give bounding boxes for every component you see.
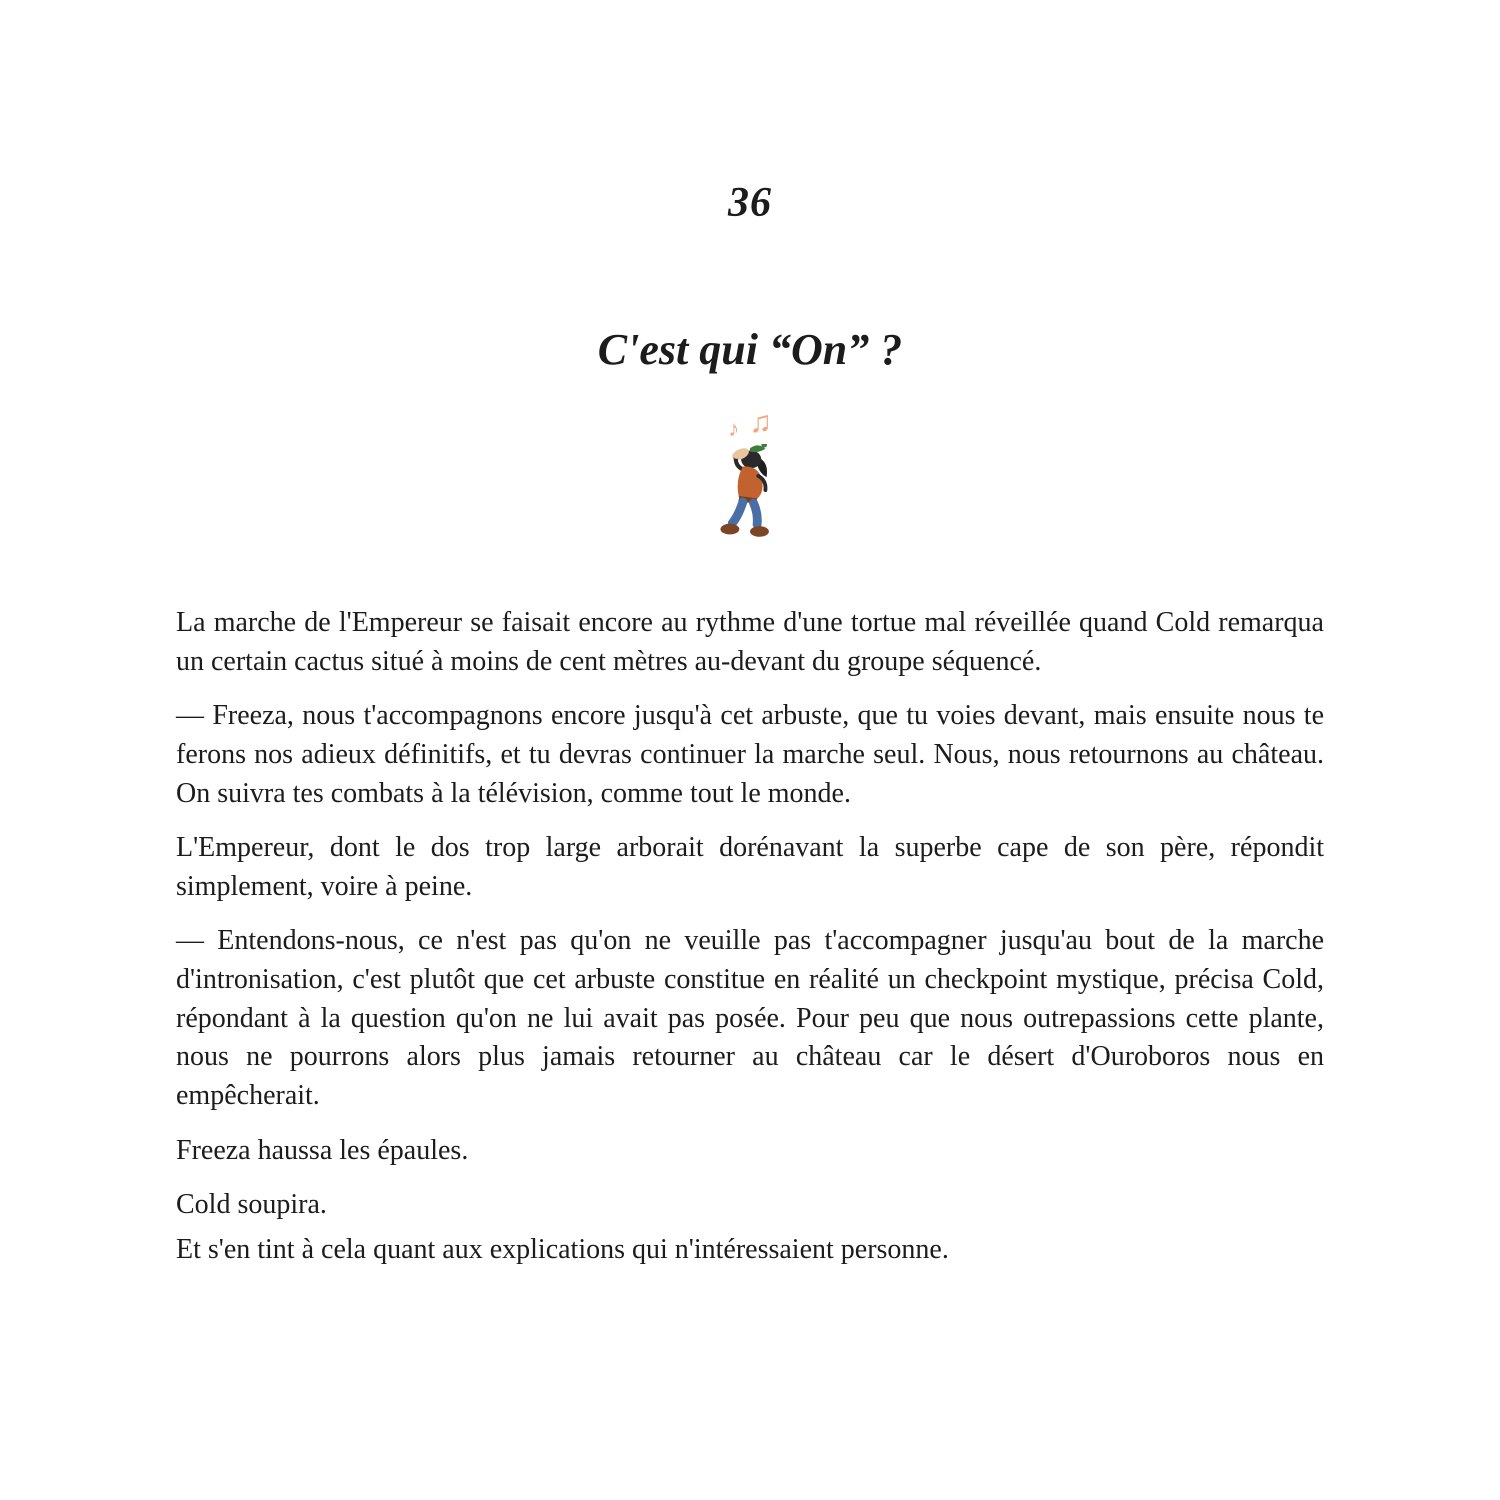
paragraph: Cold soupira. [176, 1189, 327, 1221]
paragraph: L'Empereur, dont le dos trop large arborait dorénavant la superbe cape de son père, répondit simplement, voire à peine. [176, 832, 1324, 902]
paragraph: — Freeza, nous t'accompagnons encore jusqu'à cet arbuste, que tu voies devant, mais ensuite nous te ferons nos adieux définitifs, et tu devras continuer la marche seul. Nous, nous retournons au château. On suivra tes combats à la télévision, comme tout le monde. [176, 700, 1324, 809]
paragraph: Freeza haussa les épaules. [176, 1134, 469, 1166]
paragraph: La marche de l'Empereur se faisait encore au rythme d'une tortue mal réveillée quand Cold remarqua un certain cactus situé à moins de cent mètres au-devant du groupe séquencé. [176, 607, 1324, 677]
eighth-note-icon: ♪ [728, 416, 740, 441]
chapter-body [176, 604, 1324, 1269]
chapter-number: 36 [728, 180, 772, 226]
goofy-illustration [176, 408, 1324, 552]
music-notes-icon [176, 408, 1324, 442]
paragraph: — Entendons-nous, ce n'est pas qu'on ne veuille pas t'accompagner jusqu'au bout de la marche d'intronisation, c'est plutôt que cet arbuste constitue en réalité un checkpoint mystique, précisa Cold, répondant à la question qu'on ne lui avait pas posée. Pour peu que nous outrepassions cette plante, nous ne pourrons alors plus jamais retourner au château car le désert d'Ouroboros nous en empêcherait. [176, 925, 1324, 1111]
chapter-title: C'est qui “On” ? [597, 325, 903, 374]
goofy-character-icon [714, 444, 786, 548]
beamed-notes-icon: ♫ [749, 406, 772, 439]
paragraph: Et s'en tint à cela quant aux explications qui n'intéressaient personne. [176, 1233, 949, 1265]
